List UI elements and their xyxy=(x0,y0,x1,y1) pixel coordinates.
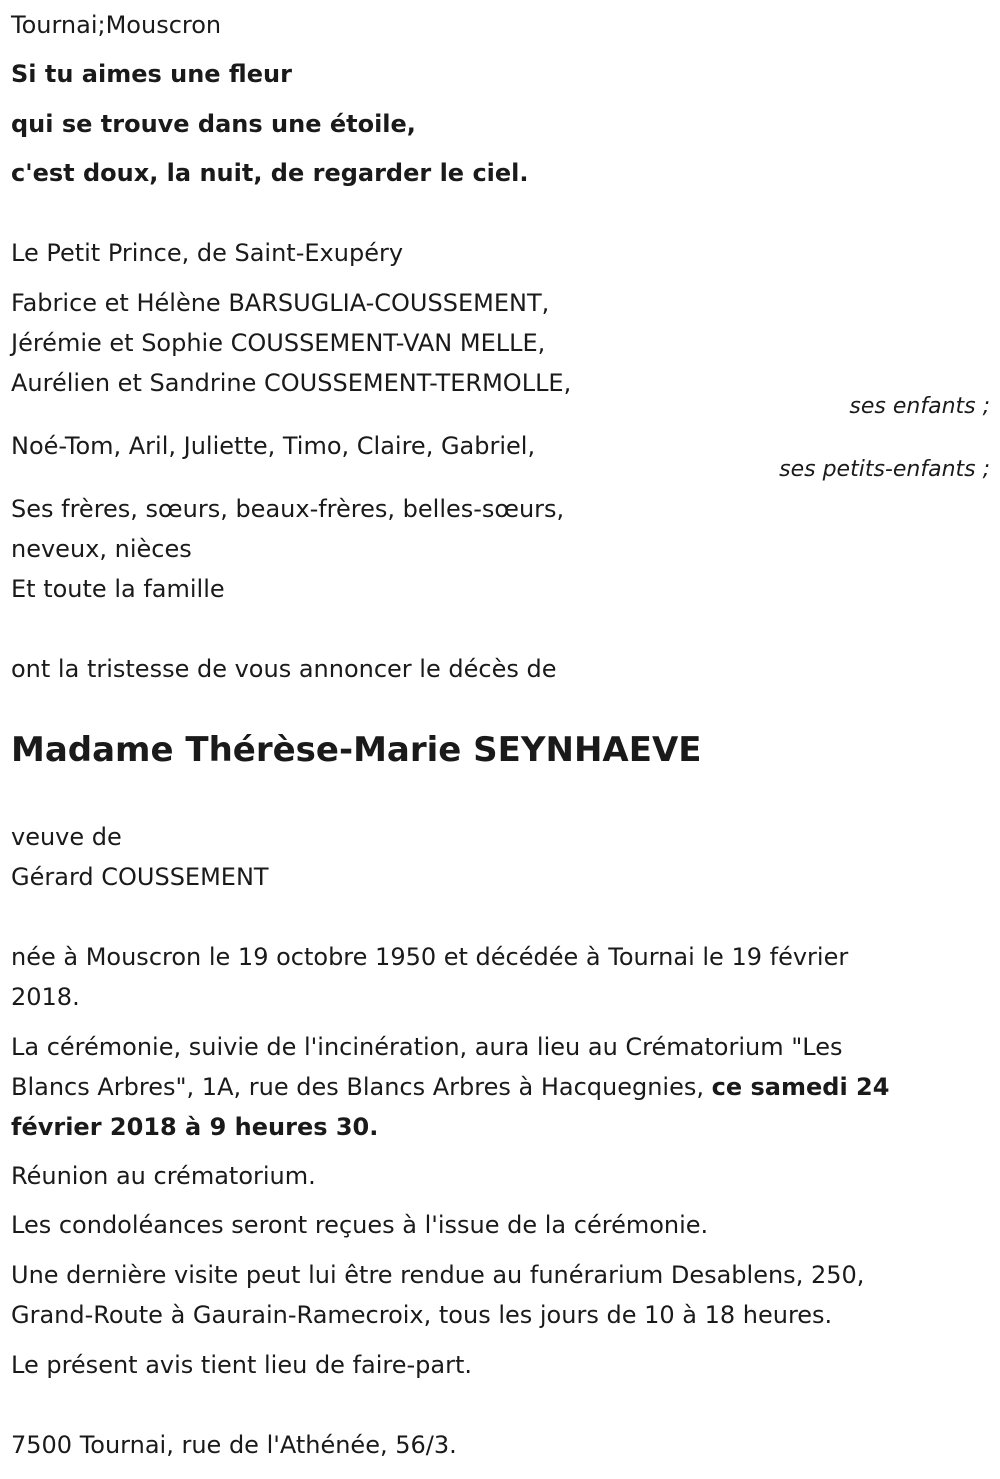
location-header: Tournai;Mouscron xyxy=(11,11,222,39)
children-line-3: Aurélien et Sandrine COUSSEMENT-TERMOLLE, xyxy=(11,369,572,397)
visit-line-1: Une dernière visite peut lui être rendue au funérarium Desablens, 250, xyxy=(11,1261,865,1289)
widow-of: veuve de xyxy=(11,823,122,851)
siblings-line-1: Ses frères, sœurs, beaux-frères, belles-sœurs, xyxy=(11,495,565,523)
notice-line: Le présent avis tient lieu de faire-part. xyxy=(11,1351,473,1379)
address-line: 7500 Tournai, rue de l'Athénée, 56/3. xyxy=(11,1431,457,1459)
grandchildren-role: ses petits-enfants ; xyxy=(779,457,990,482)
children-role: ses enfants ; xyxy=(849,394,990,419)
siblings-line-3: Et toute la famille xyxy=(11,575,225,603)
ceremony-line-2 xyxy=(11,1067,889,1107)
deceased-name: Madame Thérèse-Marie SEYNHAEVE xyxy=(11,730,702,770)
poem-attribution: Le Petit Prince, de Saint-Exupéry xyxy=(11,239,404,267)
grandchildren-line: Noé-Tom, Aril, Juliette, Timo, Claire, Gabriel, xyxy=(11,432,536,460)
spouse-name: Gérard COUSSEMENT xyxy=(11,863,269,891)
poem-line-1: Si tu aimes une fleur xyxy=(11,60,292,88)
ceremony-line-3: février 2018 à 9 heures 30. xyxy=(11,1113,379,1141)
ceremony-place: Blancs Arbres", 1A, rue des Blancs Arbres à Hacquegnies, xyxy=(11,1073,712,1101)
poem-line-3: c'est doux, la nuit, de regarder le ciel. xyxy=(11,159,529,187)
birth-death-line-2: 2018. xyxy=(11,983,80,1011)
announcement: ont la tristesse de vous annoncer le décès de xyxy=(11,655,557,683)
children-line-1: Fabrice et Hélène BARSUGLIA-COUSSEMENT, xyxy=(11,289,550,317)
birth-death-line-1: née à Mouscron le 19 octobre 1950 et décédée à Tournai le 19 février xyxy=(11,943,849,971)
poem-line-2: qui se trouve dans une étoile, xyxy=(11,110,416,138)
children-line-2: Jérémie et Sophie COUSSEMENT-VAN MELLE, xyxy=(11,329,546,357)
ceremony-line-1: La cérémonie, suivie de l'incinération, aura lieu au Crématorium "Les xyxy=(11,1033,843,1061)
ceremony-date: ce samedi 24 xyxy=(711,1073,890,1101)
reunion-line: Réunion au crématorium. xyxy=(11,1162,316,1190)
condolences-line: Les condoléances seront reçues à l'issue de la cérémonie. xyxy=(11,1211,709,1239)
siblings-line-2: neveux, nièces xyxy=(11,535,192,563)
visit-line-2: Grand-Route à Gaurain-Ramecroix, tous les jours de 10 à 18 heures. xyxy=(11,1301,833,1329)
